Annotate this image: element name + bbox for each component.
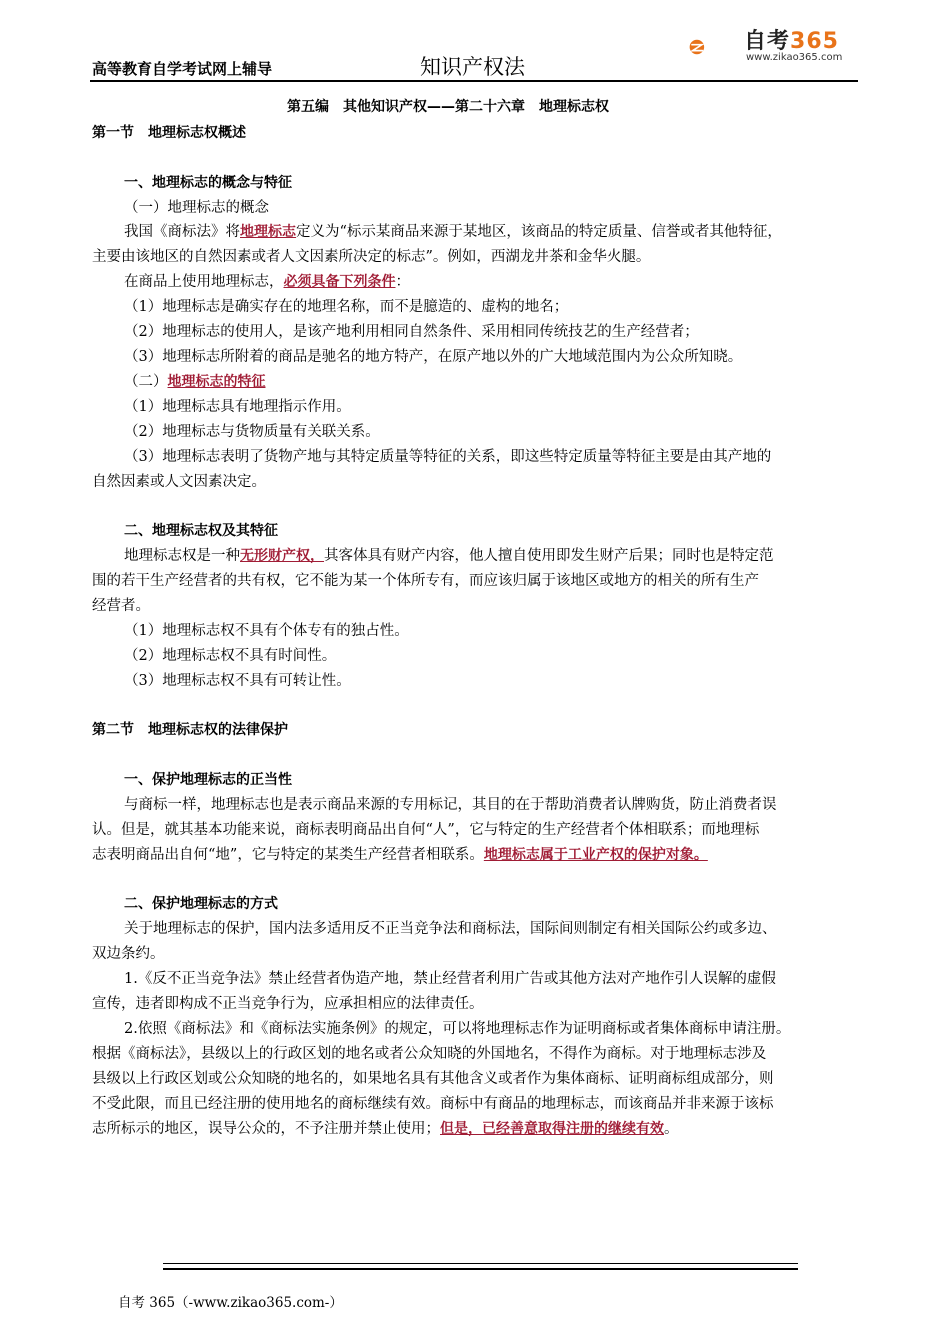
s1-para-3-end: 经营者。	[92, 598, 150, 614]
highlight-term: 必须具备下列条件	[283, 274, 396, 290]
logo-number: 365	[790, 29, 839, 54]
text: 在商品上使用地理标志，	[124, 274, 284, 290]
section-1-title: 第一节 地理标志权概述	[92, 125, 246, 141]
right-feature-3: （3）地理标志权不具有可转让性。	[124, 673, 351, 689]
logo-url: www.zikao365.com	[746, 52, 843, 63]
highlight-term: 但是，已经善意取得注册的继续有效	[440, 1121, 664, 1137]
highlight-term: 地理标志的特征	[167, 374, 266, 390]
s2-para-3: 1.《反不正当竞争法》禁止经营者伪造产地，禁止经营者利用广告或其他方法对产地作引人误解的虚假	[124, 971, 776, 987]
s1-para-3-cont: 围的若干生产经营者的共有权，它不能为某一个体所专有，而应该归属于该地区或地方的相关的所有生产	[92, 573, 759, 589]
text: （二）	[124, 374, 168, 390]
right-feature-2: （2）地理标志权不具有时间性。	[124, 648, 337, 664]
text: 地理标志权是一种	[124, 548, 240, 564]
header-subtitle: 高等教育自学考试网上辅导	[92, 60, 273, 78]
s1-para-1	[124, 223, 894, 241]
condition-1: （1）地理标志是确实存在的地理名称，而不是臆造的、虚构的地名；	[124, 299, 569, 315]
text: 志所标示的地区，误导公众的，不予注册并禁止使用；	[92, 1121, 440, 1137]
s1-para-1-cont: 主要由该地区的自然因素或者人文因素所决定的标志”。例如，西湖龙井茶和金华火腿。	[92, 249, 651, 265]
right-feature-1: （1）地理标志权不具有个体专有的独占性。	[124, 623, 409, 639]
text: ：	[395, 274, 410, 290]
s2-para-2: 关于地理标志的保护，国内法多适用反不正当竞争法和商标法，国际间则制定有相关国际公约或多边、	[124, 921, 777, 937]
feature-3-cont: 自然因素或人文因素决定。	[92, 474, 266, 490]
s1-sub-2	[124, 373, 894, 391]
highlight-term: 无形财产权，	[240, 548, 324, 564]
text: 我国《商标法》将	[124, 224, 240, 240]
feature-1: （1）地理标志具有地理指示作用。	[124, 399, 351, 415]
feature-3: （3）地理标志表明了货物产地与其特定质量等特征的关系，即这些特定质量等特征主要是由其产地的	[124, 449, 772, 465]
logo-text	[744, 24, 839, 55]
s2-para-1-cont: 认。但是，就其基本功能来说，商标表明商品出自何“人”，它与特定的生产经营者个体相联系；而地理标	[92, 822, 760, 838]
text: 志表明商品出自何“地”，它与特定的某类生产经营者相联系。	[92, 847, 484, 863]
logo-word: 自考	[744, 29, 791, 54]
s2-para-4-line5	[92, 1120, 862, 1138]
s2-para-2-cont: 双边条约。	[92, 946, 165, 962]
header-divider	[90, 80, 858, 82]
chapter-title: 第五编 其他知识产权——第二十六章 地理标志权	[287, 99, 609, 115]
s1-heading-1: 一、地理标志的概念与特征	[124, 175, 292, 191]
s2-para-1: 与商标一样，地理标志也是表示商品来源的专用标记，其目的在于帮助消费者认牌购货，防止消费者误	[124, 797, 777, 813]
s1-heading-2: 二、地理标志权及其特征	[124, 523, 278, 539]
s1-para-2	[124, 273, 894, 291]
text: 。	[664, 1121, 679, 1137]
s2-heading-1: 一、保护地理标志的正当性	[124, 772, 292, 788]
condition-2: （2）地理标志的使用人，是该产地利用相同自然条件、采用相同传统技艺的生产经营者；	[124, 324, 699, 340]
s1-sub-1: （一）地理标志的概念	[124, 200, 269, 216]
condition-3: （3）地理标志所附着的商品是驰名的地方特产，在原产地以外的广大地域范围内为公众所知晓。	[124, 349, 743, 365]
text: 定义为“标示某商品来源于某地区，该商品的特定质量、信誉或者其他特征，	[296, 224, 782, 240]
section-2-title: 第二节 地理标志权的法律保护	[92, 722, 288, 738]
s2-para-4-line4: 不受此限，而且已经注册的使用地名的商标继续有效。商标中有商品的地理标志，而该商品并非来源于该标	[92, 1096, 774, 1112]
highlight-term: 地理标志属于工业产权的保护对象。	[483, 847, 708, 863]
footer-divider	[163, 1263, 798, 1264]
header-title: 知识产权法	[420, 55, 525, 79]
s1-para-3	[124, 547, 894, 565]
logo-icon	[688, 22, 744, 72]
s2-para-4-line2: 根据《商标法》，县级以上的行政区划的地名或者公众知晓的外国地名，不得作为商标。对于地理标志涉及	[92, 1046, 767, 1062]
s2-para-1-end	[92, 846, 862, 864]
s2-para-4-line3: 县级以上行政区划或公众知晓的地名的，如果地名具有其他含义或者作为集体商标、证明商标组成部分，则	[92, 1071, 774, 1087]
text: 其客体具有财产内容，他人擅自使用即发生财产后果；同时也是特定范	[324, 548, 774, 564]
s2-para-3-cont: 宣传，违者即构成不正当竞争行为，应承担相应的法律责任。	[92, 996, 484, 1012]
feature-2: （2）地理标志与货物质量有关联关系。	[124, 424, 380, 440]
s2-para-4: 2.依照《商标法》和《商标法实施条例》的规定，可以将地理标志作为证明商标或者集体商标申请注册。	[124, 1021, 791, 1037]
footer-divider-thick	[163, 1268, 798, 1270]
highlight-term: 地理标志	[240, 224, 296, 240]
footer-text: 自考 365（-www.zikao365.com-）	[118, 1295, 343, 1311]
s2-heading-2: 二、保护地理标志的方式	[124, 896, 278, 912]
